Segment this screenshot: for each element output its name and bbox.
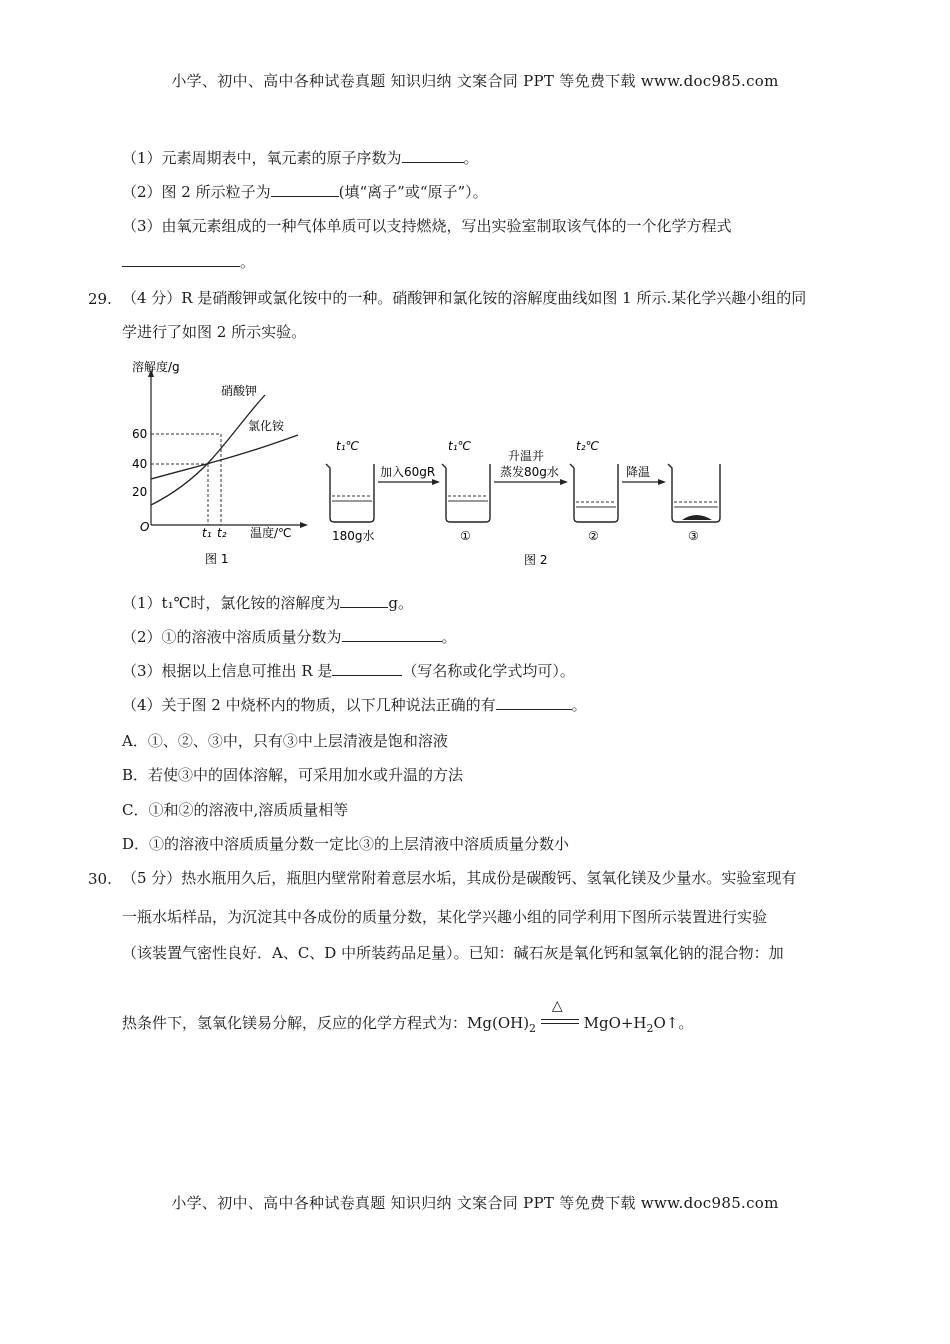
- fig1-label-nh4cl: 氯化铵: [248, 419, 285, 433]
- fig2-temp-1: t₁℃: [336, 439, 359, 453]
- fig2-label-0: 180g水: [332, 529, 375, 543]
- q30-line4-products: MgO+H: [583, 1014, 647, 1032]
- q29-sub3: [122, 661, 575, 681]
- prev-sub2-suffix: (填“离子”或“原子”）。: [338, 183, 488, 201]
- equals-line-top: [541, 1019, 579, 1020]
- fig2-temp-2: t₁℃: [448, 439, 471, 453]
- fig1-ylabel: 溶解度/g: [132, 360, 180, 374]
- q30-stem-line4: [122, 998, 694, 1039]
- q29-sub2-text: （2）①的溶液中溶质质量分数为: [122, 628, 342, 646]
- q29-option-b[interactable]: B．若使③中的固体溶解，可采用加水或升温的方法: [122, 766, 464, 784]
- fig2-arrow1-label: 加入60gR: [380, 465, 436, 479]
- curve-nh4cl: [151, 435, 298, 479]
- beaker-3: [668, 464, 720, 522]
- figure-2-experiment: [320, 430, 740, 570]
- x-axis-arrow: [300, 522, 308, 528]
- arrow-3-head: [658, 479, 666, 485]
- prev-sub2-blank[interactable]: [271, 182, 339, 197]
- q30-number: 30.: [88, 870, 112, 888]
- prev-sub2-text: （2）图 2 所示粒子为: [122, 183, 271, 201]
- prev-sub3-blank[interactable]: [122, 252, 240, 267]
- fig1-xlabel: 温度/℃: [250, 526, 292, 540]
- q30-line4-end: O↑。: [653, 1014, 694, 1032]
- arrow-1-head: [432, 479, 440, 485]
- prev-sub3-suffix: 。: [240, 253, 256, 271]
- fig1-label-kno3: 硝酸钾: [221, 384, 258, 398]
- fig2-arrow2-label-line1: 升温并: [508, 449, 545, 463]
- prev-sub2: [122, 182, 488, 202]
- prev-sub1-blank[interactable]: [402, 148, 464, 163]
- fig2-temp-3: t₂℃: [576, 439, 599, 453]
- q29-option-a[interactable]: A．①、②、③中，只有③中上层清液是饱和溶液: [122, 732, 448, 750]
- q29-sub4-blank[interactable]: [496, 695, 572, 710]
- equals-line-bottom: [541, 1023, 579, 1024]
- q30-line4-sub-b: 2: [646, 1022, 654, 1035]
- prev-sub1: [122, 148, 479, 168]
- page-footer: 小学、初中、高中各种试卷真题 知识归纳 文案合同 PPT 等免费下载 www.doc985.com: [171, 1194, 779, 1212]
- curve-kno3: [151, 395, 265, 505]
- q29-sub3-suffix: （写名称或化学式均可）。: [402, 662, 575, 680]
- q29-sub4-text: （4）关于图 2 中烧杯内的物质，以下几种说法正确的有: [122, 696, 496, 714]
- heat-triangle-icon: △: [551, 998, 563, 1014]
- page-header: 小学、初中、高中各种试卷真题 知识归纳 文案合同 PPT 等免费下载 www.doc985.com: [171, 72, 779, 90]
- prev-sub1-text: （1）元素周期表中，氧元素的原子序数为: [122, 149, 402, 167]
- q30-stem-line2: 一瓶水垢样品，为沉淀其中各成份的质量分数，某化学兴趣小组的同学利用下图所示装置进行实验: [122, 908, 768, 926]
- fig1-tick-t1: t₁: [202, 526, 212, 540]
- reaction-condition: [541, 998, 579, 1034]
- fig1-tick-40: 40: [132, 457, 148, 471]
- q29-sub2: [122, 627, 457, 647]
- prev-sub3-answer-line: [122, 252, 255, 272]
- fig2-caption: 图 2: [524, 553, 548, 567]
- q30-line4-sub: 2: [529, 1022, 537, 1035]
- fig2-label-1: ①: [460, 529, 471, 543]
- q29-number: 29.: [88, 290, 112, 308]
- q29-sub1-blank[interactable]: [340, 593, 388, 608]
- q29-sub1-text: （1）t₁℃时，氯化铵的溶解度为: [122, 594, 341, 612]
- beaker-1: [442, 464, 490, 522]
- figure-1-solubility-chart: [120, 355, 310, 570]
- q29-sub3-blank[interactable]: [332, 661, 402, 676]
- q29-sub2-blank[interactable]: [342, 627, 442, 642]
- fig2-arrow3-label: 降温: [626, 465, 651, 479]
- q29-sub4-suffix: 。: [571, 696, 587, 714]
- fig2-label-3: ③: [688, 529, 699, 543]
- fig1-caption: 图 1: [205, 552, 229, 566]
- q29-option-d[interactable]: D．①的溶液中溶质质量分数一定比③的上层清液中溶质质量分数小: [122, 835, 570, 853]
- beaker-0: [326, 464, 374, 522]
- fig2-arrow2-label-line2: 蒸发80g水: [500, 465, 559, 479]
- q29-sub1-suffix: g。: [388, 594, 413, 612]
- q29-option-c[interactable]: C．①和②的溶液中,溶质质量相等: [122, 801, 349, 819]
- q30-stem-line1: （5 分）热水瓶用久后，瓶胆内壁常附着意层水垢，其成份是碳酸钙、氢氧化镁及少量水。实验室现有: [122, 869, 797, 887]
- arrow-2-head: [560, 479, 568, 485]
- fig1-tick-20: 20: [132, 485, 148, 499]
- fig1-origin: O: [140, 520, 150, 534]
- q29-sub1: [122, 593, 413, 613]
- q29-sub2-suffix: 。: [441, 628, 457, 646]
- q29-sub3-text: （3）根据以上信息可推出 R 是: [122, 662, 333, 680]
- fig1-tick-t2: t₂: [217, 526, 227, 540]
- q29-stem-line2: 学进行了如图 2 所示实验。: [122, 323, 307, 341]
- q30-line4-prefix: 热条件下，氢氧化镁易分解，反应的化学方程式为：Mg(OH): [122, 1014, 530, 1032]
- beaker-2: [570, 464, 618, 522]
- fig1-tick-60: 60: [132, 427, 148, 441]
- fig2-label-2: ②: [588, 529, 599, 543]
- q29-sub4: [122, 695, 587, 715]
- q29-stem-line1: （4 分）R 是硝酸钾或氯化铵中的一种。硝酸钾和氯化铵的溶解度曲线如图 1 所示.某化学兴趣小组的同: [122, 289, 807, 307]
- prev-sub3: （3）由氧元素组成的一种气体单质可以支持燃烧，写出实验室制取该气体的一个化学方程式: [122, 217, 732, 235]
- q30-stem-line3: （该装置气密性良好．A、C、D 中所装药品足量）。已知：碱石灰是氧化钙和氢氧化钠的混合物：加: [122, 944, 784, 962]
- prev-sub1-suffix: 。: [463, 149, 479, 167]
